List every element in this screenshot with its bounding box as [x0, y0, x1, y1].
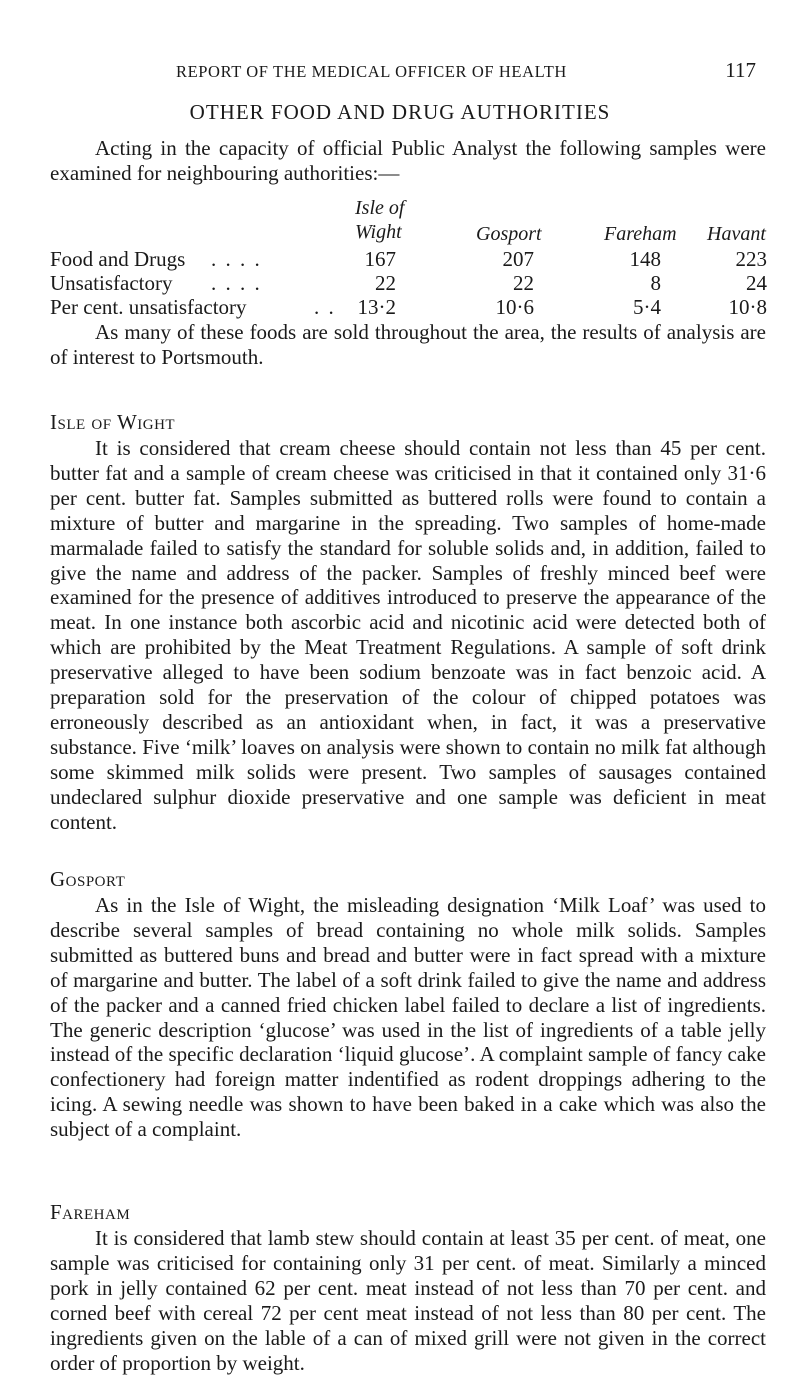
table-cell: 5·4: [633, 295, 661, 319]
row-leader-dots: . . . .: [211, 271, 262, 295]
intro-paragraph: Acting in the capacity of official Public Analyst the following samples were examined for neighbouring authorities:—: [50, 136, 766, 185]
row-label-food-and-drugs: Food and Drugs: [50, 247, 186, 271]
table-cell: 8: [650, 271, 661, 295]
section-heading-gosport: Gosport: [50, 867, 126, 891]
page-number: 117: [725, 58, 756, 82]
table-cell: 24: [746, 271, 767, 295]
section-heading-isle-of-wight: Isle of Wight: [50, 410, 176, 434]
section-heading-fareham: Fareham: [50, 1200, 131, 1224]
table-cell: 207: [502, 247, 534, 271]
col-header-isle-of-wight-1: Isle of: [355, 197, 405, 219]
after-table-paragraph: As many of these foods are sold throughout the area, the results of analysis are of interest to Portsmouth.: [50, 320, 766, 369]
section-paragraph-gosport: As in the Isle of Wight, the misleading designation ‘Milk Loaf’ was used to describe several samples of bread containing no whole milk solids. Samples submitted as buttered buns and bread and butter were in fact spread with a mixture of margarine and butter. The label of a soft drink failed to give the name and address of the packer and a canned fried chicken label failed to declare a list of ingredients. The generic description ‘glucose’ was used in the list of ingredients of a table jelly instead of the specific declaration ‘liquid glucose’. A complaint sample of fancy cake confectionery had foreign matter indentified as rodent droppings adhering to the icing. A sewing needle was shown to have been baked in a cake which was also the subject of a complaint.: [50, 893, 766, 1142]
row-leader-dots: . . . .: [211, 247, 262, 271]
table-cell: 223: [735, 247, 767, 271]
table-cell: 10·8: [728, 295, 767, 319]
row-label-unsatisfactory: Unsatisfactory: [50, 271, 173, 295]
table-cell: 22: [375, 271, 396, 295]
section-paragraph-isle-of-wight: It is considered that cream cheese should contain not less than 45 per cent. butter fat and a sample of cream cheese was criticised in that it contained only 31·6 per cent. butter fat. Samples submitted as buttered rolls were found to contain a mixture of butter and margarine in the spreading. Two samples of home-made marmalade failed to satisfy the standard for soluble solids and, in addition, failed to give the name and address of the packer. Samples of freshly minced beef were examined for the presence of additives introduced to preserve the appearance of the meat. In one instance both ascorbic acid and nicotinic acid were detected both of which are prohibited by the Meat Treatment Regulations. A sample of soft drink preservative alleged to have been sodium benzoate was in fact benzoic acid. A preparation sold for the preservation of the colour of chipped potatoes was erroneously described as an antioxidant when, in fact, it was a preservative substance. Five ‘milk’ loaves on analysis were shown to contain no milk fat although some skimmed milk solids were present. Two samples of sausages contained undeclared sulphur dioxide preservative and one sample was deficient in meat content.: [50, 436, 766, 834]
table-cell: 167: [364, 247, 396, 271]
section-paragraph-fareham: It is considered that lamb stew should contain at least 35 per cent. of meat, one sample was criticised for containing only 31 per cent. of meat. Similarly a minced pork in jelly contained 62 per cent. meat instead of not less than 70 per cent. and corned beef with cereal 72 per cent meat instead of not less than 80 per cent. The ingredients given on the lable of a can of mixed grill were not given in the correct order of proportion by weight.: [50, 1226, 766, 1375]
table-cell: 10·6: [495, 295, 534, 319]
row-label-per-cent-unsatisfactory: Per cent. unsatisfactory: [50, 295, 247, 319]
row-leader-dots: . .: [314, 295, 336, 319]
col-header-havant: Havant: [707, 223, 766, 245]
page-title: OTHER FOOD AND DRUG AUTHORITIES: [189, 100, 611, 124]
table-cell: 13·2: [357, 295, 396, 319]
col-header-gosport: Gosport: [476, 223, 542, 245]
table-cell: 22: [513, 271, 534, 295]
col-header-fareham: Fareham: [604, 223, 677, 245]
col-header-isle-of-wight-2: Wight: [355, 221, 402, 243]
table-cell: 148: [629, 247, 661, 271]
running-head: REPORT OF THE MEDICAL OFFICER OF HEALTH: [176, 62, 567, 81]
